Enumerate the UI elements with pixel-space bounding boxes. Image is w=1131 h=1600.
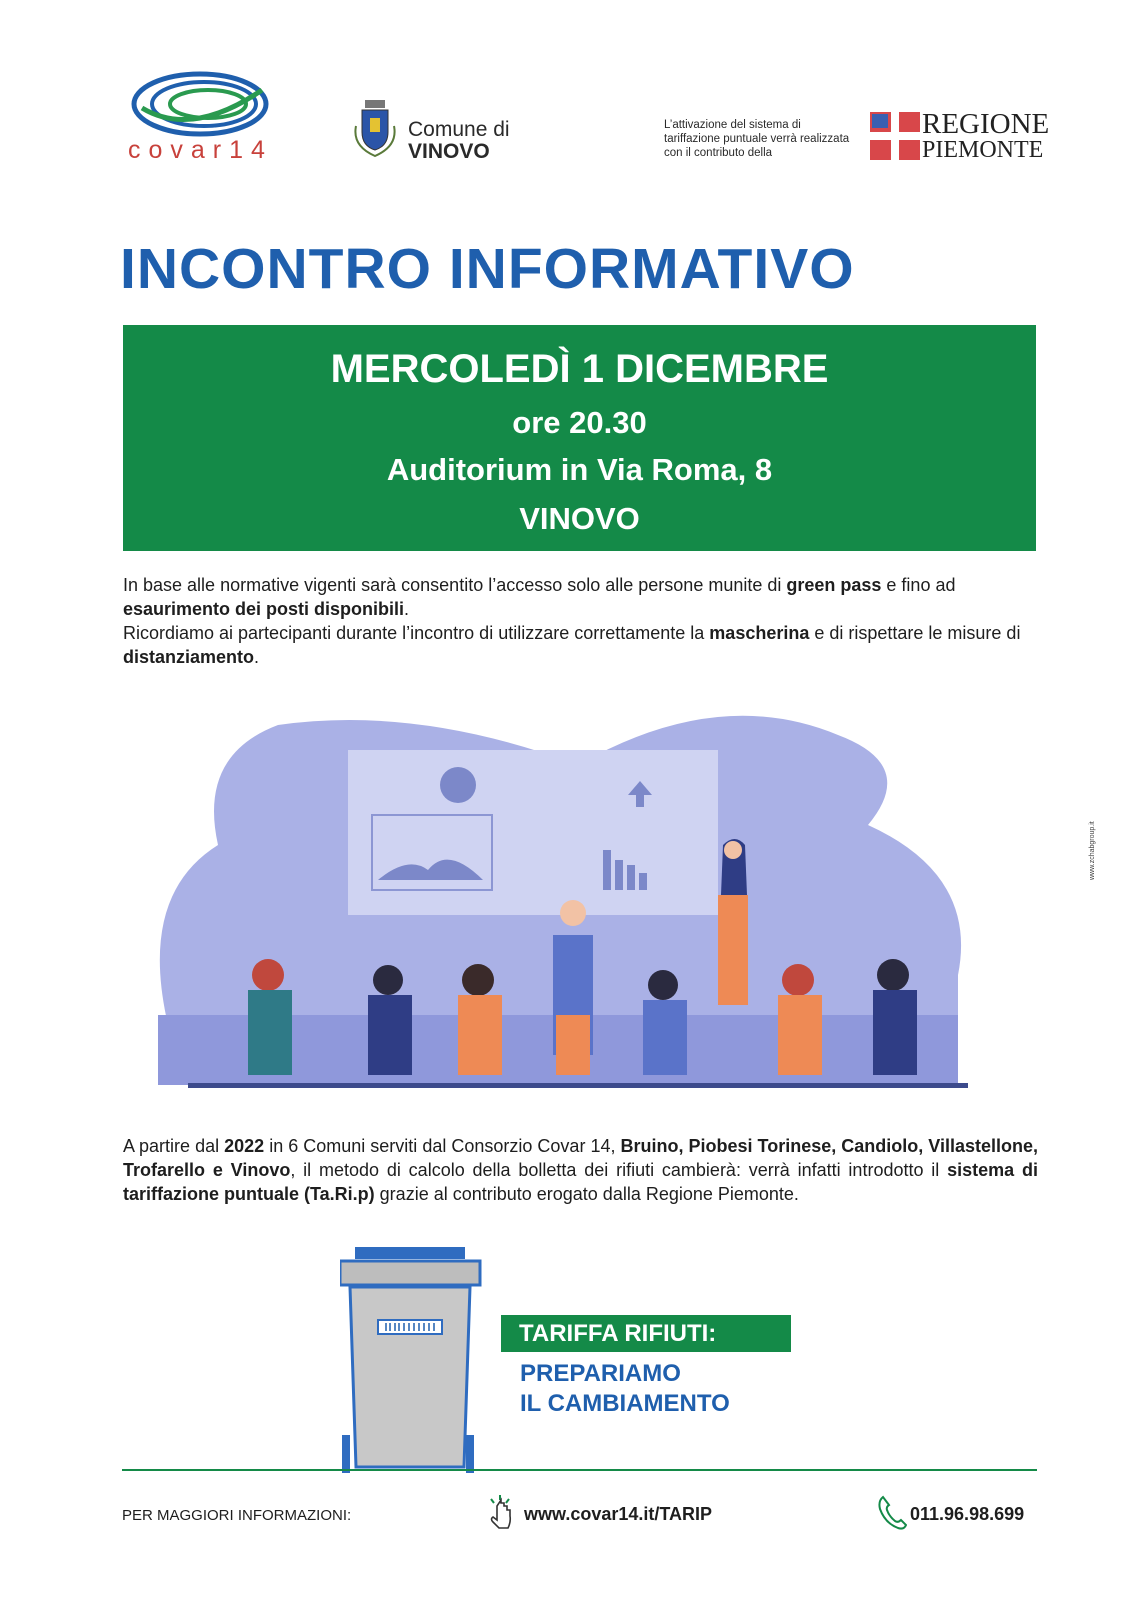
text-span: . — [404, 599, 410, 619]
regione-contribution-note: L’attivazione del sistema di tariffazione puntuale verrà realizzata con il contributo della — [664, 119, 850, 159]
bold-span: mascherina — [709, 623, 810, 643]
promo-headline-line1: PREPARIAMO — [520, 1360, 681, 1387]
event-place: Auditorium in Via Roma, 8 — [386, 452, 773, 487]
text-span: . — [254, 647, 260, 667]
divider — [122, 1469, 1037, 1471]
event-details-box — [123, 325, 1036, 551]
event-time: ore 20.30 — [512, 405, 647, 440]
bold-span: Bruino, Piobesi Torinese, Candiolo, Villastellone, Trofarello e Vinovo — [123, 1136, 1038, 1180]
bin-icon — [340, 1245, 490, 1475]
text-span: Ricordiamo ai partecipanti durante l’incontro di utilizzare correttamente la — [123, 623, 710, 643]
text-span: in 6 Comuni serviti dal Consorzio Covar 14, — [264, 1136, 621, 1156]
footer-url-link[interactable]: www.covar14.it/TARIP — [524, 1504, 713, 1524]
bold-span: distanziamento — [123, 647, 255, 667]
text-span: A partire dal — [123, 1136, 225, 1156]
bold-span: green pass — [786, 575, 882, 595]
printer-credit: www.zchabgroup.it — [1089, 821, 1096, 880]
text-span: e fino ad — [881, 575, 956, 595]
text-span: e di rispettare le misure di — [809, 623, 1021, 643]
regione-name-line2: PIEMONTE — [922, 137, 1044, 163]
event-town: VINOVO — [519, 501, 640, 536]
text-span: In base alle normative vigenti sarà consentito l’accesso solo alle persone munite di — [123, 575, 787, 595]
text-span: , il metodo di calcolo della bolletta dei rifiuti cambierà: verrà infatti introdotto il — [290, 1160, 948, 1180]
comune-name: VINOVO — [408, 140, 490, 163]
regione-flag-icon — [870, 112, 920, 160]
regione-name-line1: REGIONE — [922, 108, 1050, 140]
bold-span: 2022 — [224, 1136, 265, 1156]
event-date: MERCOLEDÌ 1 DICEMBRE — [330, 347, 829, 391]
page-title: INCONTRO INFORMATIVO — [120, 237, 855, 301]
comune-label: Comune di — [408, 118, 510, 141]
bold-span: sistema di tariffazione puntuale (Ta.Ri.p) — [123, 1160, 1038, 1204]
covar14-wordmark: covar14 — [128, 136, 273, 164]
tariff-info-paragraph — [123, 1134, 1038, 1206]
access-notice-paragraph — [123, 573, 1038, 621]
promo-tag: TARIFFA RIFIUTI: — [501, 1315, 791, 1352]
click-hand-icon — [486, 1494, 514, 1530]
footer-info-label: PER MAGGIORI INFORMAZIONI: — [122, 1507, 352, 1524]
bold-span: esaurimento dei posti disponibili — [123, 599, 405, 619]
safety-notice-paragraph — [123, 621, 1038, 669]
footer-phone-number[interactable]: 011.96.98.699 — [910, 1504, 1025, 1524]
phone-icon — [877, 1494, 907, 1530]
promo-headline-line2: IL CAMBIAMENTO — [520, 1390, 730, 1417]
text-span: grazie al contributo erogato dalla Regione Piemonte. — [374, 1184, 799, 1204]
meeting-illustration — [158, 695, 998, 1110]
